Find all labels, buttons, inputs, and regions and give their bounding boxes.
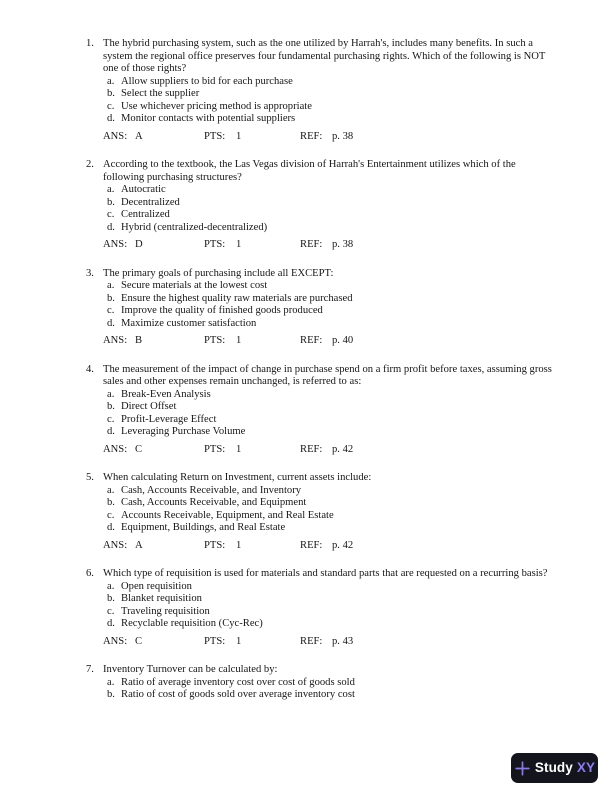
option-text: Break-Even Analysis — [121, 388, 211, 400]
pts-value: 1 — [236, 130, 242, 142]
question-item — [86, 268, 552, 348]
option-letter: d. — [107, 113, 115, 124]
ans-value: C — [135, 443, 143, 455]
ans-value: B — [135, 335, 143, 346]
ref-label: REF: — [300, 239, 323, 250]
option-letter: b. — [107, 497, 115, 508]
option-letter: c. — [107, 605, 115, 617]
option-text: Cash, Accounts Receivable, and Equipment — [121, 497, 307, 508]
options-list — [107, 184, 552, 234]
ref-value: p. 38 — [332, 239, 354, 250]
studyxy-logo — [511, 753, 598, 783]
option-text: Ratio of cost of goods sold over average inventory cost — [121, 689, 355, 700]
option-letter: a. — [107, 388, 115, 400]
question-number: 3. — [86, 267, 94, 279]
ans-label: ANS: — [103, 539, 128, 551]
option-text: Secure materials at the lowest cost — [121, 280, 268, 291]
option-text: Autocratic — [121, 184, 166, 195]
option-text: Traveling requisition — [121, 605, 210, 617]
option-letter: d. — [107, 522, 115, 533]
ref-label: REF: — [300, 130, 323, 142]
ref-value: p. 38 — [332, 130, 354, 142]
answer-row — [103, 239, 552, 252]
option-item — [107, 76, 552, 89]
option-text: Leveraging Purchase Volume — [121, 426, 246, 437]
option-text: Use whichever pricing method is appropriate — [121, 100, 312, 112]
option-letter: a. — [107, 75, 115, 87]
ref-label: REF: — [300, 635, 323, 647]
ref-value: p. 43 — [332, 635, 354, 647]
ref-value: p. 42 — [332, 443, 354, 455]
option-text: Maximize customer satisfaction — [121, 317, 257, 329]
option-letter: c. — [107, 305, 115, 316]
option-item — [107, 677, 552, 690]
options-list — [107, 581, 552, 631]
option-item — [107, 618, 552, 631]
question-number: 2. — [86, 159, 94, 170]
option-letter: d. — [107, 317, 115, 329]
option-item — [107, 401, 552, 414]
ref-label: REF: — [300, 335, 323, 346]
option-text: Direct Offset — [121, 401, 177, 412]
brand-xy: XY — [576, 759, 596, 775]
option-item — [107, 222, 552, 235]
option-text: Hybrid (centralized-decentralized) — [121, 221, 268, 233]
option-text: Ratio of average inventory cost over cost of goods sold — [121, 676, 355, 688]
question-number: 5. — [86, 472, 94, 483]
option-letter: c. — [107, 209, 115, 220]
option-text: Accounts Receivable, Equipment, and Real Estate — [121, 509, 334, 521]
option-item — [107, 606, 552, 619]
option-text: Select the supplier — [121, 88, 200, 99]
option-letter: a. — [107, 580, 115, 592]
option-letter: d. — [107, 221, 115, 233]
option-item — [107, 581, 552, 594]
question-item — [86, 159, 552, 252]
ans-value: C — [135, 635, 143, 647]
option-text: Decentralized — [121, 196, 180, 208]
answer-row — [103, 335, 552, 348]
question-text: According to the textbook, the Las Vegas division of Harrah's Entertainment utilizes which of the following purchasing structures? — [103, 159, 516, 183]
option-text: Recyclable requisition (Cyc-Rec) — [121, 618, 263, 629]
ans-label: ANS: — [103, 130, 128, 142]
option-item — [107, 522, 552, 535]
question-text: The primary goals of purchasing include all EXCEPT: — [103, 267, 334, 279]
answer-row — [103, 444, 552, 457]
option-letter: c. — [107, 100, 115, 112]
pts-value: 1 — [236, 539, 242, 551]
option-text: Centralized — [121, 209, 170, 220]
options-list — [107, 280, 552, 330]
option-text: Monitor contacts with potential suppliers — [121, 113, 296, 124]
option-text: Ensure the highest quality raw materials are purchased — [121, 292, 353, 304]
pts-label: PTS: — [204, 239, 226, 250]
option-text: Open requisition — [121, 580, 192, 592]
question-item — [86, 364, 552, 457]
option-item — [107, 318, 552, 331]
answer-row — [103, 540, 552, 553]
question-list — [86, 38, 552, 718]
option-text: Cash, Accounts Receivable, and Inventory — [121, 484, 302, 496]
option-letter: d. — [107, 426, 115, 437]
option-text: Profit-Leverage Effect — [121, 413, 217, 425]
question-number: 7. — [86, 664, 94, 675]
option-letter: d. — [107, 618, 115, 629]
option-text: Blanket requisition — [121, 593, 202, 604]
ref-label: REF: — [300, 443, 323, 455]
option-letter: a. — [107, 184, 115, 195]
option-letter: b. — [107, 292, 115, 304]
brand-study: Study — [534, 759, 573, 775]
question-item — [86, 568, 552, 648]
option-letter: a. — [107, 280, 115, 291]
option-item — [107, 593, 552, 606]
ref-value: p. 42 — [332, 539, 354, 551]
option-item — [107, 485, 552, 498]
option-letter: b. — [107, 196, 115, 208]
options-list — [107, 485, 552, 535]
option-letter: b. — [107, 88, 115, 99]
option-item — [107, 426, 552, 439]
ans-value: A — [135, 130, 143, 142]
question-text: The hybrid purchasing system, such as the one utilized by Harrah's, includes many benefits. In such a system the regional office preserves four fundamental purchasing rights. Which of the following is NOT one of those rights? — [103, 38, 546, 74]
ref-label: REF: — [300, 539, 323, 551]
question-text: When calculating Return on Investment, current assets include: — [103, 472, 372, 483]
answer-row — [103, 131, 552, 144]
option-item — [107, 497, 552, 510]
question-item — [86, 38, 552, 143]
ans-label: ANS: — [103, 443, 128, 455]
option-letter: b. — [107, 689, 115, 700]
option-item — [107, 88, 552, 101]
ans-value: D — [135, 239, 143, 250]
pts-label: PTS: — [204, 635, 226, 647]
option-letter: c. — [107, 509, 115, 521]
option-letter: c. — [107, 413, 115, 425]
option-item — [107, 101, 552, 114]
option-item — [107, 414, 552, 427]
plus-icon — [514, 760, 531, 777]
option-item — [107, 184, 552, 197]
option-text: Allow suppliers to bid for each purchase — [121, 75, 293, 87]
options-list — [107, 677, 552, 702]
option-item — [107, 510, 552, 523]
option-item — [107, 689, 552, 702]
ans-label: ANS: — [103, 239, 128, 250]
pts-value: 1 — [236, 635, 242, 647]
options-list — [107, 389, 552, 439]
pts-value: 1 — [236, 335, 242, 346]
option-letter: a. — [107, 676, 115, 688]
ans-label: ANS: — [103, 335, 128, 346]
option-letter: b. — [107, 593, 115, 604]
option-item — [107, 280, 552, 293]
question-number: 4. — [86, 363, 94, 375]
question-number: 6. — [86, 568, 94, 579]
option-text: Equipment, Buildings, and Real Estate — [121, 522, 286, 533]
option-item — [107, 305, 552, 318]
option-letter: b. — [107, 401, 115, 412]
pts-value: 1 — [236, 239, 242, 250]
question-text: The measurement of the impact of change in purchase spend on a firm profit before taxes, assuming gross sales and other expenses remain unchanged, is referred to as: — [103, 363, 552, 387]
option-item — [107, 293, 552, 306]
pts-label: PTS: — [204, 335, 226, 346]
option-letter: a. — [107, 484, 115, 496]
option-item — [107, 197, 552, 210]
option-item — [107, 113, 552, 126]
ans-value: A — [135, 539, 143, 551]
question-item — [86, 664, 552, 702]
question-number: 1. — [86, 38, 94, 49]
question-item — [86, 472, 552, 552]
question-text: Inventory Turnover can be calculated by: — [103, 664, 278, 675]
option-item — [107, 389, 552, 402]
question-text: Which type of requisition is used for materials and standard parts that are requested on a recurring basis? — [103, 568, 548, 579]
pts-label: PTS: — [204, 443, 226, 455]
answer-row — [103, 636, 552, 649]
pts-label: PTS: — [204, 130, 226, 142]
option-text: Improve the quality of finished goods produced — [121, 305, 323, 316]
pts-value: 1 — [236, 443, 242, 455]
ans-label: ANS: — [103, 635, 128, 647]
options-list — [107, 76, 552, 126]
pts-label: PTS: — [204, 539, 226, 551]
option-item — [107, 209, 552, 222]
ref-value: p. 40 — [332, 335, 354, 346]
